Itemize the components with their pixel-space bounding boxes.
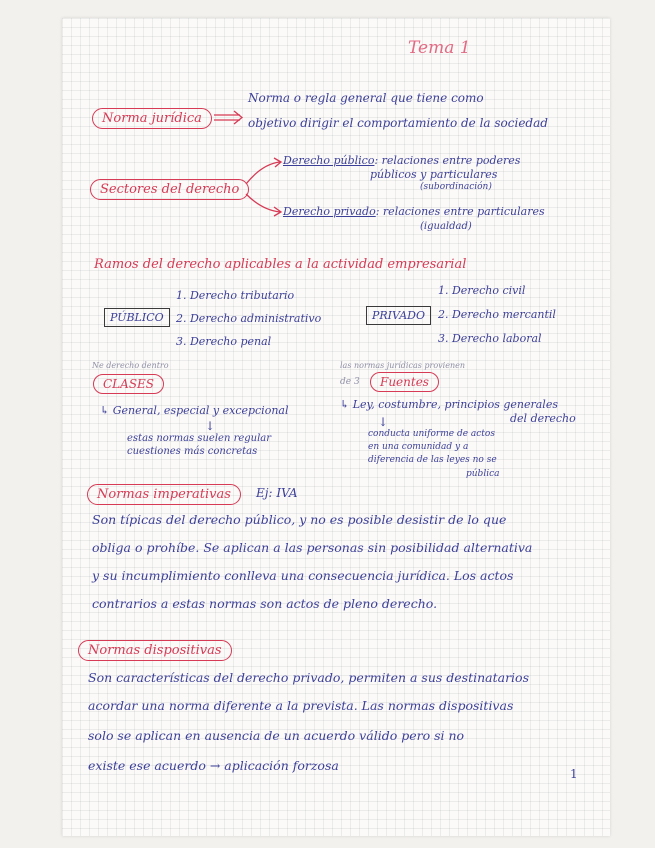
- clases-arrow: ↓: [205, 419, 216, 433]
- clases-label: CLASES: [93, 374, 164, 394]
- dispositivas-line-3: solo se aplican en ausencia de un acuerdo válido pero si no: [88, 728, 465, 743]
- fuentes-sub-2: en una comunidad y a: [368, 442, 469, 452]
- fuentes-arrow: ↓: [378, 415, 389, 429]
- derecho-privado-definition: : relaciones entre particulares: [375, 205, 545, 218]
- derecho-publico-term: Derecho público: [283, 154, 375, 167]
- derecho-privado-note: (igualdad): [420, 221, 472, 232]
- clases-sub-2: cuestiones más concretas: [127, 446, 258, 457]
- fuentes-sub-1: conducta uniforme de actos: [368, 429, 495, 439]
- normas-dispositivas-label: Normas dispositivas: [78, 640, 232, 661]
- arrow-to-publico: [246, 162, 280, 184]
- clases-note: Ne derecho dentro: [92, 361, 169, 370]
- arrow-to-privado: [246, 194, 280, 212]
- privado-item-1: 1. Derecho civil: [438, 284, 526, 297]
- dispositivas-line-1: Son características del derecho privado, permiten a sus destinatarios: [88, 670, 529, 685]
- derecho-privado-term: Derecho privado: [283, 205, 376, 218]
- page-number: 1: [570, 767, 578, 781]
- norma-juridica-label: Norma jurídica: [92, 108, 212, 129]
- publico-item-3: 3. Derecho penal: [176, 335, 272, 348]
- publico-box: PÚBLICO: [104, 308, 170, 327]
- dispositivas-line-2: acordar una norma diferente a la prevista. Las normas dispositivas: [88, 698, 514, 713]
- clases-sub-1: estas normas suelen regular: [127, 433, 272, 444]
- derecho-publico-line-2: públicos y particulares: [370, 168, 498, 181]
- normas-imperativas-example: Ej: IVA: [256, 486, 298, 500]
- ramos-title: Ramos del derecho aplicables a la actividad empresarial: [94, 257, 467, 272]
- derecho-publico-note: (subordinación): [420, 182, 492, 192]
- fuentes-note-1: las normas jurídicas provienen: [340, 361, 465, 370]
- fuentes-main-1: ↳ Ley, costumbre, principios generales: [340, 398, 558, 411]
- imperativas-line-2: obliga o prohíbe. Se aplican a las personas sin posibilidad alternativa: [92, 540, 533, 555]
- fuentes-sub-3: diferencia de las leyes no se: [368, 455, 497, 465]
- clases-main: ↳ General, especial y excepcional: [100, 404, 289, 417]
- privado-item-2: 2. Derecho mercantil: [438, 308, 556, 321]
- page-title: Tema 1: [408, 38, 471, 58]
- imperativas-line-4: contrarios a estas normas son actos de pleno derecho.: [92, 596, 438, 611]
- fuentes-main-2: del derecho: [510, 412, 576, 425]
- publico-item-1: 1. Derecho tributario: [176, 289, 295, 302]
- normas-imperativas-label: Normas imperativas: [87, 484, 241, 505]
- fuentes-label: Fuentes: [370, 372, 439, 392]
- norma-juridica-line-1: Norma o regla general que tiene como: [248, 91, 484, 105]
- dispositivas-line-4: existe ese acuerdo → aplicación forzosa: [88, 758, 339, 773]
- derecho-publico-definition: : relaciones entre poderes: [374, 154, 521, 167]
- fuentes-sub-4: pública: [466, 469, 500, 479]
- sectores-del-derecho-label: Sectores del derecho: [90, 179, 249, 200]
- double-arrow-head: [234, 111, 242, 124]
- double-arrow-icon: [214, 115, 240, 120]
- publico-item-2: 2. Derecho administrativo: [176, 312, 322, 325]
- fuentes-note-2: de 3: [340, 377, 360, 387]
- imperativas-line-3: y su incumplimiento conlleva una consecuencia jurídica. Los actos: [92, 568, 514, 583]
- norma-juridica-line-2: objetivo dirigir el comportamiento de la sociedad: [248, 116, 548, 130]
- imperativas-line-1: Son típicas del derecho público, y no es posible desistir de lo que: [92, 512, 507, 527]
- privado-item-3: 3. Derecho laboral: [438, 332, 542, 345]
- privado-box: PRIVADO: [366, 306, 431, 325]
